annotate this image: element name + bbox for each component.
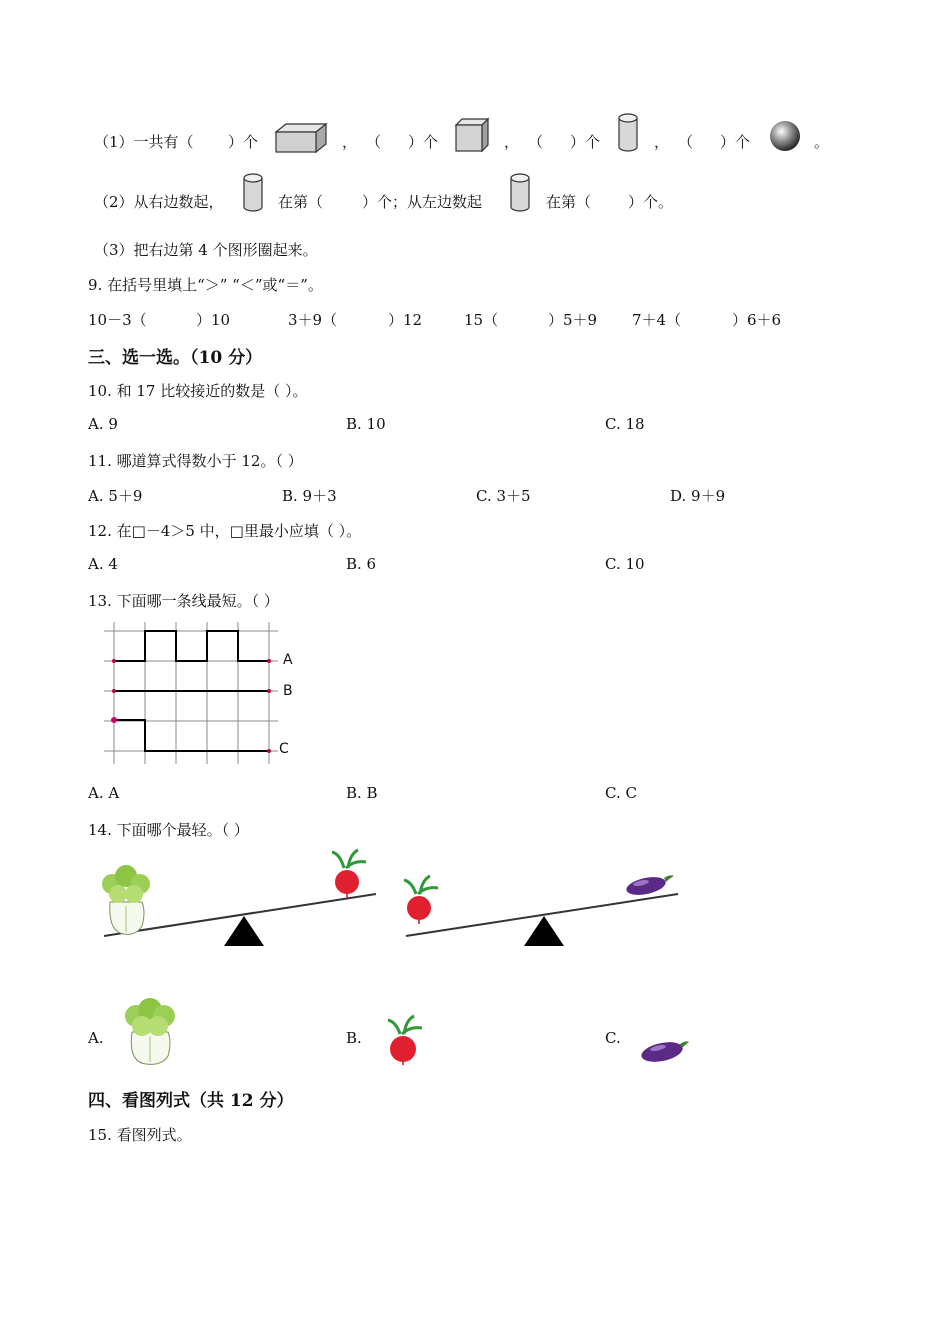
q8-p2-prefix: （2）从右边数起，	[94, 193, 224, 211]
eggplant-icon[interactable]	[640, 1034, 690, 1066]
q8-p2-mid1: 在第（	[278, 193, 324, 211]
line-a	[114, 631, 269, 661]
cube-icon	[454, 117, 490, 153]
cabbage-icon[interactable]	[122, 998, 178, 1066]
q14-option-a[interactable]: A.	[88, 1029, 104, 1047]
q8-p1-comma-3: ，	[654, 133, 670, 151]
q8-p1-close-3: ）个	[570, 133, 601, 151]
cabbage-icon	[102, 865, 150, 934]
q9-item-1-right: ）10	[196, 311, 231, 329]
q9-item-4-left: 7＋4（	[632, 311, 682, 329]
q11-option-b[interactable]: B. 9＋3	[282, 487, 337, 505]
q8-p2-mid4: ）个。	[628, 193, 674, 211]
q14-stem: 14. 下面哪个最轻。（ ）	[88, 821, 249, 839]
q8-p1-open-3: （	[528, 133, 544, 151]
q8-p1-close-2: ）个	[408, 133, 439, 151]
radish-icon	[404, 876, 438, 924]
q8-p1-comma-1: ，	[342, 133, 358, 151]
cylinder-icon	[617, 113, 639, 153]
q9-item-2-left: 3＋9（	[288, 311, 338, 329]
q12-stem: 12. 在□－4＞5 中，□里最小应填（ ）。	[88, 522, 362, 540]
q8-p1-open-2: （	[366, 133, 382, 151]
cylinder-icon	[242, 173, 264, 213]
q11-option-a[interactable]: A. 5＋9	[88, 487, 143, 505]
line-grid-figure	[100, 620, 300, 766]
q8-p2-mid2: ）个；从左边数起	[362, 193, 483, 211]
q9-item-3-left: 15（	[464, 311, 499, 329]
q15-stem: 15. 看图列式。	[88, 1126, 192, 1144]
q9-item-4-right: ）6＋6	[732, 311, 782, 329]
q8-p1-open-4: （	[678, 133, 694, 151]
q9-item-2-right: ）12	[388, 311, 423, 329]
line-c	[114, 720, 269, 751]
radish-icon	[332, 850, 366, 898]
cylinder-icon	[509, 173, 531, 213]
q10-stem: 10. 和 17 比较接近的数是（ ）。	[88, 382, 308, 400]
section-4-heading: 四、看图列式（共 12 分）	[88, 1091, 294, 1111]
eggplant-icon	[625, 874, 674, 898]
sphere-icon	[768, 119, 802, 153]
section-3-heading: 三、选一选。（10 分）	[88, 348, 263, 368]
q8-p1-prefix: （1）一共有（	[94, 133, 194, 151]
seesaw-2	[398, 868, 688, 948]
radish-icon[interactable]	[380, 1014, 426, 1066]
q9-stem: 9. 在括号里填上“＞” “＜”或“＝”。	[88, 276, 323, 294]
q9-item-3-right: ）5＋9	[548, 311, 598, 329]
cuboid-icon	[274, 122, 328, 154]
q13-option-c[interactable]: C. C	[605, 784, 637, 802]
q9-item-1-left: 10－3（	[88, 311, 147, 329]
q14-option-b[interactable]: B.	[346, 1029, 362, 1047]
q10-option-b[interactable]: B. 10	[346, 415, 386, 433]
q8-p1-end: 。	[814, 133, 830, 151]
q11-stem: 11. 哪道算式得数小于 12。（ ）	[88, 452, 303, 470]
q13-option-a[interactable]: A. A	[88, 784, 120, 802]
q13-stem: 13. 下面哪一条线最短。（ ）	[88, 592, 279, 610]
q8-p3: （3）把右边第 4 个图形圈起来。	[94, 241, 318, 259]
q14-option-c[interactable]: C.	[605, 1029, 621, 1047]
q12-option-c[interactable]: C. 10	[605, 555, 645, 573]
grid-label-b: B	[283, 683, 293, 699]
grid-label-a: A	[283, 652, 293, 668]
grid-label-c: C	[279, 741, 289, 757]
q10-option-a[interactable]: A. 9	[88, 415, 118, 433]
q10-option-c[interactable]: C. 18	[605, 415, 645, 433]
q8-p1-comma-2: ，	[504, 133, 520, 151]
q8-p1-close-1: ）个	[228, 133, 259, 151]
q8-p1-close-4: ）个	[720, 133, 751, 151]
q11-option-c[interactable]: C. 3＋5	[476, 487, 531, 505]
seesaw-1	[96, 848, 386, 948]
q8-p2-mid3: 在第（	[546, 193, 592, 211]
q11-option-d[interactable]: D. 9＋9	[670, 487, 726, 505]
q12-option-b[interactable]: B. 6	[346, 555, 377, 573]
q13-option-b[interactable]: B. B	[346, 784, 378, 802]
q12-option-a[interactable]: A. 4	[88, 555, 118, 573]
